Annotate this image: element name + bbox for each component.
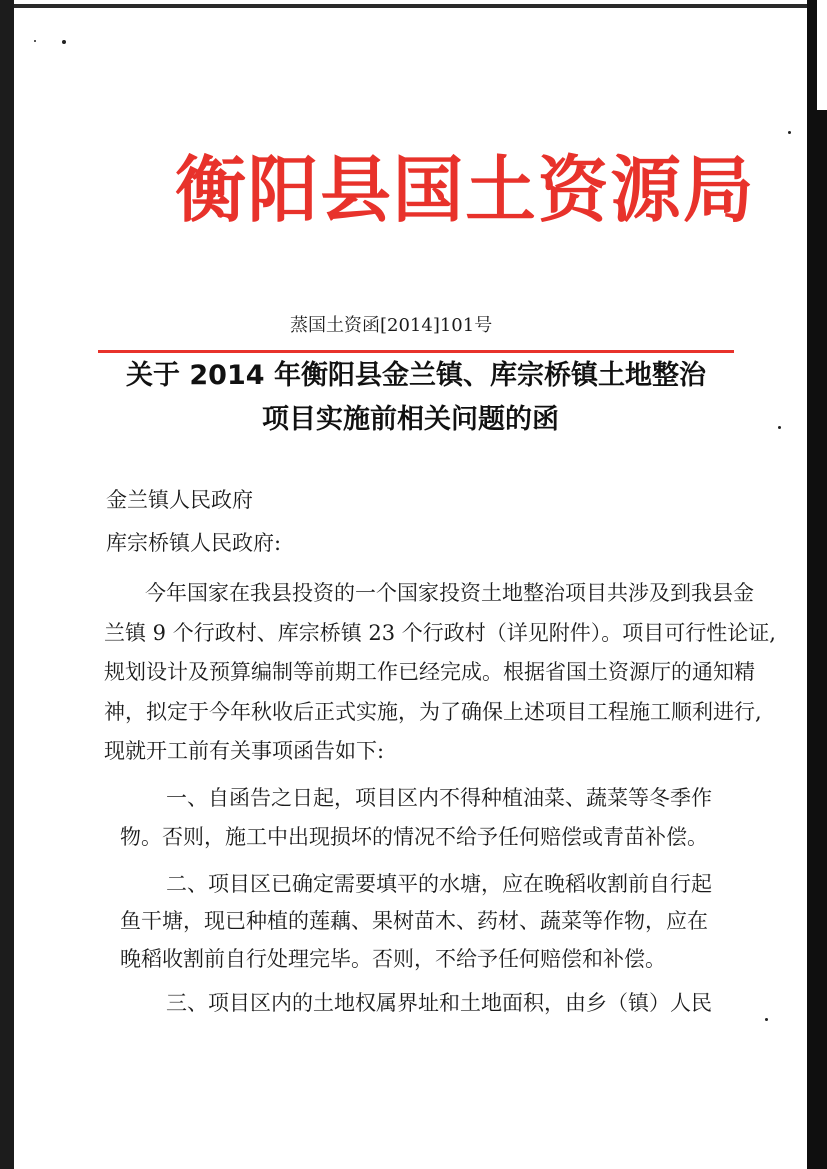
scan-border-top-highlight <box>0 0 827 4</box>
body-line: 今年国家在我县投资的一个国家投资土地整治项目共涉及到我县金 <box>145 581 754 605</box>
scan-speck <box>788 131 791 134</box>
item-2-line: 晚稻收割前自行处理完毕。否则，不给予任何赔偿和补偿。 <box>120 947 666 971</box>
scan-border-right-gap <box>817 0 827 110</box>
scan-speck <box>34 40 36 42</box>
item-1-line: 物。否则，施工中出现损坏的情况不给予任何赔偿或青苗补偿。 <box>120 825 708 849</box>
scan-speck <box>62 40 66 44</box>
scan-border-right <box>807 0 827 1169</box>
document-number: 蒸国土资函[2014]101号 <box>290 315 493 336</box>
body-line: 兰镇 9 个行政村、库宗桥镇 23 个行政村（详见附件）。项目可行性论证, <box>104 621 776 645</box>
letterhead-red-rule <box>98 350 734 353</box>
body-line: 神，拟定于今年秋收后正式实施，为了确保上述项目工程施工顺利进行, <box>104 700 762 724</box>
item-3-line: 三、项目区内的土地权属界址和土地面积，由乡（镇）人民 <box>166 991 712 1015</box>
agency-letterhead: 衡阳县国土资源局 <box>175 147 756 232</box>
scan-speck <box>778 426 781 429</box>
document-title-line-1: 关于 2014 年衡阳县金兰镇、库宗桥镇土地整治 <box>126 360 706 391</box>
body-line: 现就开工前有关事项函告如下: <box>104 739 385 763</box>
recipient-jinlan: 金兰镇人民政府 <box>106 488 253 512</box>
recipient-kuzongqiao: 库宗桥镇人民政府: <box>106 531 282 555</box>
document-title-line-2: 项目实施前相关问题的函 <box>262 404 559 435</box>
item-1-line: 一、自函告之日起，项目区内不得种植油菜、蔬菜等冬季作 <box>166 786 712 810</box>
scan-border-left <box>0 0 14 1169</box>
scan-speck <box>765 1018 768 1021</box>
item-2-line: 二、项目区已确定需要填平的水塘，应在晚稻收割前自行起 <box>166 872 712 896</box>
item-2-line: 鱼干塘，现已种植的莲藕、果树苗木、药材、蔬菜等作物，应在 <box>120 909 708 933</box>
body-line: 规划设计及预算编制等前期工作已经完成。根据省国土资源厅的通知精 <box>104 660 755 684</box>
